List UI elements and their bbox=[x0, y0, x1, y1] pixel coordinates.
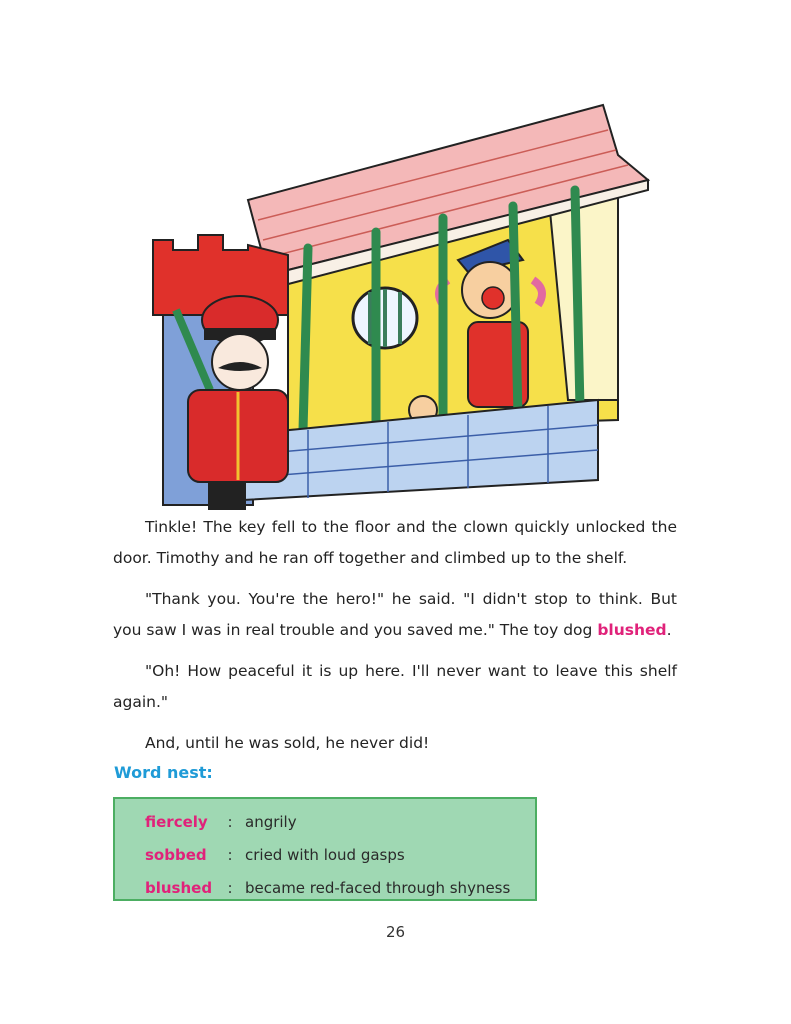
glossary-term: fiercely bbox=[145, 812, 208, 831]
glossary-row bbox=[145, 805, 535, 838]
paragraph-text: Tinkle! The key fell to the floor and the clown quickly unlocked the door. Timothy and he ran off together and climbed up to the shelf. bbox=[113, 518, 677, 567]
highlighted-word: blushed bbox=[597, 621, 667, 639]
toy-castle-illustration bbox=[148, 100, 668, 510]
glossary-term: sobbed bbox=[145, 845, 207, 864]
glossary-definition: angrily bbox=[245, 812, 297, 831]
paragraph-text: "Thank you. You're the hero!" he said. "I didn't stop to think. But you saw I was in real trouble and you saved me." The toy dog bbox=[113, 590, 677, 639]
paragraph-text: "Oh! How peaceful it is up here. I'll never want to leave this shelf again." bbox=[113, 662, 677, 711]
glossary-row bbox=[145, 838, 535, 871]
story-text bbox=[113, 512, 677, 769]
glossary-definition: became red-faced through shyness bbox=[245, 878, 511, 897]
story-paragraph-3 bbox=[113, 656, 677, 718]
glossary-colon: : bbox=[227, 845, 233, 864]
word-nest-glossary bbox=[113, 797, 537, 901]
page-number: 26 bbox=[385, 923, 406, 941]
glossary-definition: cried with loud gasps bbox=[245, 845, 405, 864]
glossary-colon: : bbox=[227, 812, 233, 831]
paragraph-text-end: . bbox=[666, 621, 672, 639]
story-paragraph-1 bbox=[113, 512, 677, 574]
glossary-term: blushed bbox=[145, 878, 213, 897]
story-paragraph-2 bbox=[113, 584, 677, 646]
clown-nose bbox=[482, 287, 504, 309]
paragraph-text: And, until he was sold, he never did! bbox=[145, 734, 430, 752]
story-paragraph-4 bbox=[113, 728, 677, 759]
word-nest-heading: Word nest: bbox=[114, 763, 213, 782]
glossary-colon: : bbox=[227, 878, 233, 897]
glossary-row bbox=[145, 871, 535, 904]
